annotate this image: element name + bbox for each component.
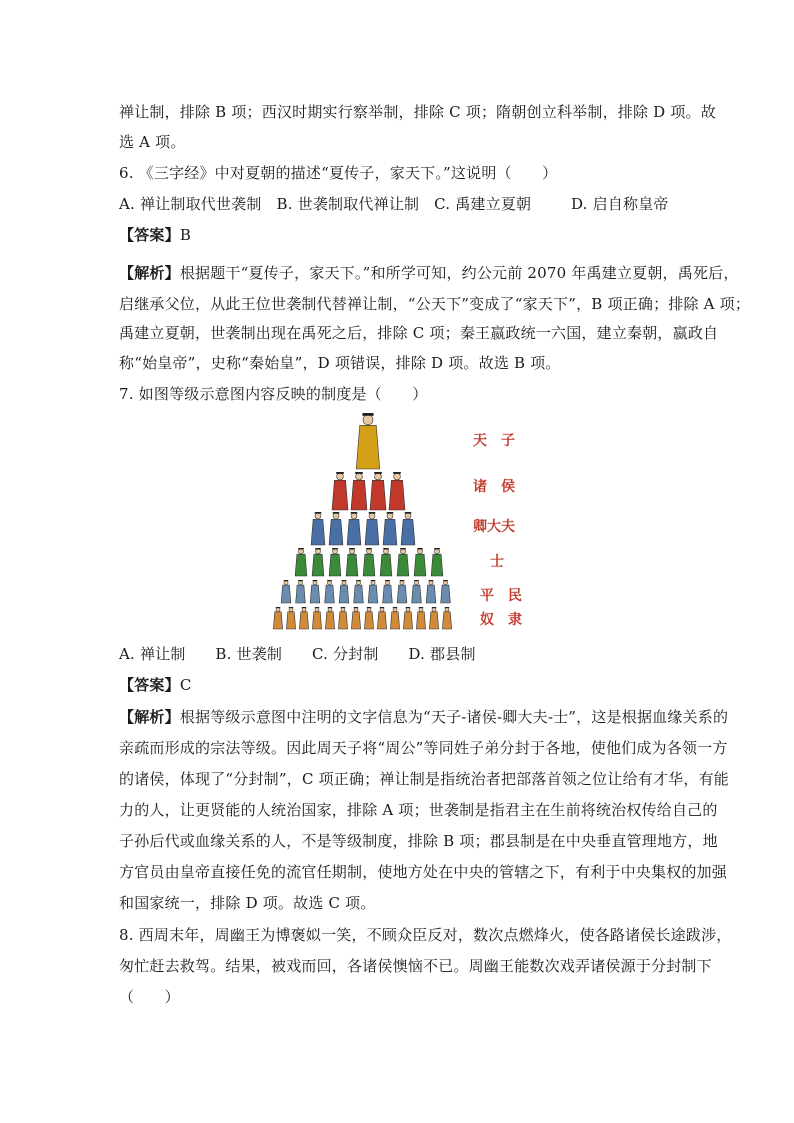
question-7-analysis-line: 和国家统一，排除 D 项。故选 C 项。 — [119, 894, 376, 912]
slave-figure — [286, 607, 295, 629]
feudal-lord-figure — [389, 472, 405, 510]
slave-figure — [403, 607, 412, 629]
paragraph-line: 选 A 项。 — [119, 133, 186, 151]
question-7-answer — [119, 674, 192, 696]
slave-figure — [273, 607, 282, 629]
rank-label: 奴 隶 — [480, 612, 522, 628]
commoner-figure — [325, 580, 335, 603]
scholar-figure — [414, 548, 426, 576]
answer-value: C — [179, 676, 192, 694]
hierarchy-pyramid — [268, 408, 538, 634]
rank-label: 士 — [490, 554, 504, 570]
question-7-analysis-line: 的诸侯，体现了“分封制”，C 项正确；禅让制是指统治者把部落首领之位让给有才华，有能 — [119, 770, 729, 788]
analysis-text: 根据等级示意图中注明的文字信息为“天子-诸侯-卿大夫-士”，这是根据血缘关系的 — [179, 708, 729, 726]
slave-figure — [377, 607, 386, 629]
analysis-label: 【解析】 — [119, 264, 180, 282]
rank-label: 诸 侯 — [473, 479, 515, 495]
question-6-analysis-line: 称“始皇帝”，史称“秦始皇”，D 项错误，排除 D 项。故选 B 项。 — [119, 354, 561, 372]
scholar-figure — [431, 548, 443, 576]
slave-figure — [390, 607, 399, 629]
question-6-options: A. 禅让制取代世袭制 B. 世袭制取代禅让制 C. 禹建立夏朝 D. 启自称皇帝 — [119, 195, 669, 213]
scholar-figure — [363, 548, 375, 576]
slave-figure — [364, 607, 373, 629]
slave-figure — [429, 607, 438, 629]
question-7-analysis-line: 力的人，让更贤能的人统治国家，排除 A 项；世袭制是指君主在生前将统治权传给自己的 — [119, 801, 718, 819]
commoner-figure — [296, 580, 306, 603]
question-7-analysis-line: 方官员由皇帝直接任免的流官任期制，使地方处在中央的管辖之下，有利于中央集权的加强 — [119, 863, 728, 881]
slave-figure — [312, 607, 321, 629]
question-6-stem: 6. 《三字经》中对夏朝的描述“夏传子，家天下。”这说明（ ） — [119, 164, 558, 182]
slave-figure — [442, 607, 451, 629]
feudal-lord-figure — [332, 472, 348, 510]
slave-figure — [416, 607, 425, 629]
scholar-figure — [312, 548, 324, 576]
minister-figure — [365, 512, 379, 545]
question-8-stem-line: 8. 西周末年，周幽王为博褒姒一笑，不顾众臣反对，数次点燃烽火，使各路诸侯长途跋涉， — [119, 926, 732, 944]
question-6-analysis-line: 禹建立夏朝，世袭制出现在禹死之后，排除 C 项；秦王嬴政统一六国，建立秦朝，嬴政自 — [119, 324, 719, 342]
commoner-figure — [310, 580, 320, 603]
answer-label: 【答案】 — [119, 226, 180, 244]
slave-figure — [338, 607, 347, 629]
minister-figure — [311, 512, 325, 545]
answer-value: B — [179, 226, 192, 244]
question-7-stem: 7. 如图等级示意图内容反映的制度是（ ） — [119, 385, 428, 403]
commoner-figure — [397, 580, 407, 603]
question-7-analysis-line — [119, 706, 728, 728]
commoner-figure — [441, 580, 451, 603]
answer-label: 【答案】 — [119, 676, 180, 694]
commoner-figure — [383, 580, 393, 603]
feudal-lord-figure — [370, 472, 386, 510]
minister-figure — [347, 512, 361, 545]
question-8-stem-line: （ ） — [119, 988, 180, 1006]
slave-figure — [325, 607, 334, 629]
commoner-figure — [339, 580, 349, 603]
question-6-analysis-line: 启继承父位，从此王位世袭制代替禅让制，“公天下”变成了“家天下”，B 项正确；排除 A 项； — [119, 295, 751, 313]
question-7-analysis-line: 子孙后代或血缘关系的人，不是等级制度，排除 B 项；郡县制是在中央垂直管理地方，地 — [119, 832, 718, 850]
scholar-figure — [397, 548, 409, 576]
minister-figure — [329, 512, 343, 545]
rank-label: 卿大夫 — [473, 519, 515, 535]
hierarchy-figure — [268, 408, 538, 634]
paragraph-line: 禅让制，排除 B 项；西汉时期实行察举制，排除 C 项；隋朝创立科举制，排除 D 项。故 — [119, 103, 716, 121]
question-6-analysis-line — [119, 262, 739, 284]
question-7-analysis-line: 亲疏而形成的宗法等级。因此周天子将“周公”等同姓子弟分封于各地，使他们成为各领一方 — [119, 739, 728, 757]
commoner-figure — [281, 580, 291, 603]
minister-figure — [401, 512, 415, 545]
rank-label: 平 民 — [480, 588, 522, 604]
scholar-figure — [380, 548, 392, 576]
commoner-figure — [426, 580, 436, 603]
slave-figure — [299, 607, 308, 629]
emperor-figure — [356, 413, 380, 469]
question-7-options: A. 禅让制 B. 世袭制 C. 分封制 D. 郡县制 — [119, 645, 476, 663]
question-8-stem-line: 匆忙赶去救驾。结果，被戏而回，各诸侯懊恼不已。周幽王能数次戏弄诸侯源于分封制下 — [119, 957, 712, 975]
slave-figure — [351, 607, 360, 629]
commoner-figure — [354, 580, 364, 603]
rank-label: 天 子 — [473, 433, 515, 449]
analysis-text: 根据题干“夏传子，家天下。”和所学可知，约公元前 2070 年禹建立夏朝，禹死后， — [179, 264, 739, 282]
analysis-label: 【解析】 — [119, 708, 180, 726]
scholar-figure — [295, 548, 307, 576]
scholar-figure — [329, 548, 341, 576]
commoner-figure — [368, 580, 378, 603]
question-6-answer — [119, 224, 191, 246]
minister-figure — [383, 512, 397, 545]
scholar-figure — [346, 548, 358, 576]
commoner-figure — [412, 580, 422, 603]
feudal-lord-figure — [351, 472, 367, 510]
